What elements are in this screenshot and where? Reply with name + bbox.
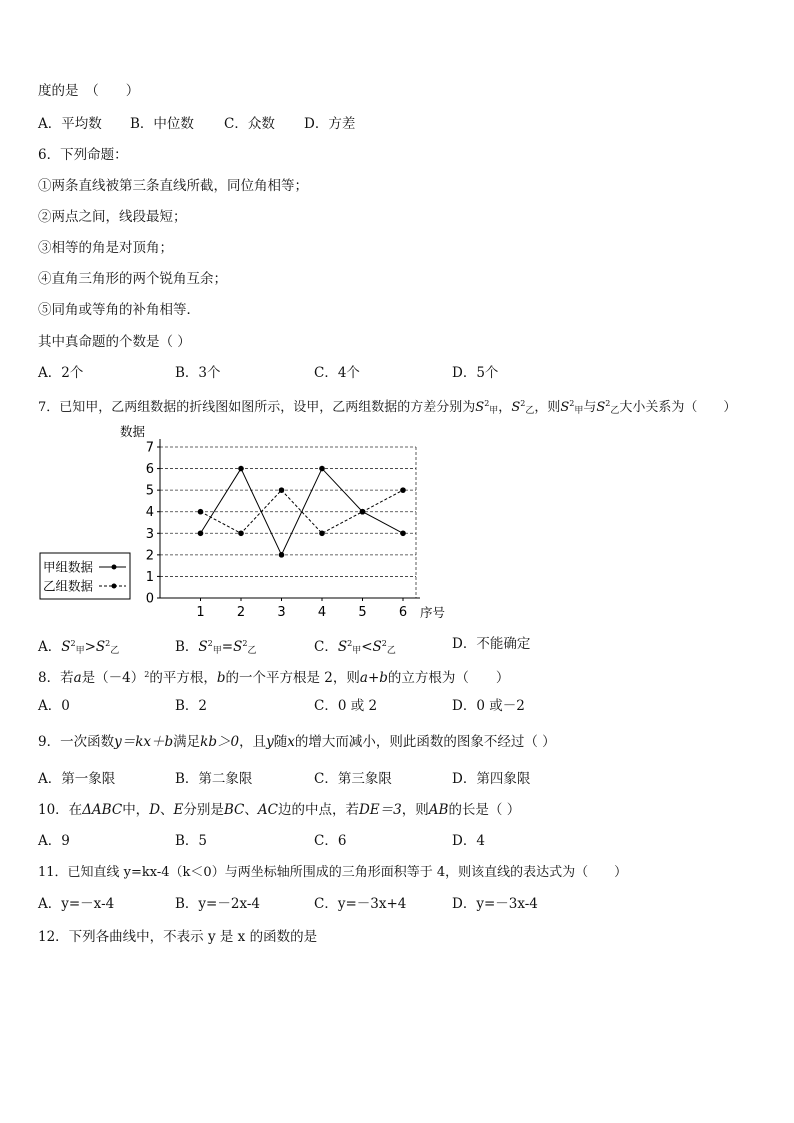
q6-question: 其中真命题的个数是（ ）: [38, 334, 191, 350]
q5-option-b: B．中位数: [130, 116, 194, 132]
q6-option-d: D．5个: [452, 365, 499, 381]
series-1-point: [198, 530, 204, 536]
q11-option-b: B．y=－2x-4: [175, 896, 260, 912]
q9-option-d: D．第四象限: [452, 771, 531, 787]
legend-label: 乙组数据: [43, 578, 94, 594]
q8-option-c: C．0 或 2: [314, 698, 378, 714]
q8-option-a: A．0: [38, 698, 70, 714]
y-tick-label: 4: [145, 505, 154, 521]
x-tick-label: 1: [196, 605, 205, 620]
q6-item-2: ②两点之间，线段最短；: [38, 209, 187, 225]
q9-option-c: C．第三象限: [314, 771, 392, 787]
y-tick-label: 1: [145, 569, 154, 585]
q6-option-c: C．4个: [314, 365, 360, 381]
q10-stem: 10．在ΔABC中，D、E分别是BC、AC边的中点，若DE＝3，则AB的长是（ ）: [38, 802, 521, 818]
x-tick-label: 5: [358, 605, 367, 620]
q9-option-a: A．第一象限: [38, 771, 116, 787]
q11-option-c: C．y=－3x+4: [314, 896, 407, 912]
y-tick-label: 6: [145, 462, 154, 478]
series-2-point: [198, 509, 204, 515]
q6-option-b: B．3个: [175, 365, 221, 381]
q6-item-4: ④直角三角形的两个锐角互余；: [38, 271, 227, 287]
series-2-point: [319, 530, 325, 536]
q7-stem: 7．已知甲，乙两组数据的折线图如图所示，设甲，乙两组数据的方差分别为$S^2_甲$，$S^2_乙$，则$S^2_甲$与$S^2_乙$大小关系为（ ）: [38, 399, 737, 416]
q6-item-3: ③相等的角是对顶角；: [38, 240, 173, 256]
line-chart: [30, 420, 470, 625]
q6-item-5: ⑤同角或等角的补角相等．: [38, 302, 200, 318]
q9-option-b: B．第二象限: [175, 771, 253, 787]
q10-option-a: A．9: [38, 833, 70, 849]
y-tick-label: 2: [145, 548, 154, 564]
x-tick-label: 3: [277, 605, 286, 620]
q6-item-1: ①两条直线被第三条直线所截，同位角相等；: [38, 178, 308, 194]
q9-stem: 9．一次函数y＝kx＋b满足kb＞0，且y随x的增大而减小，则此函数的图象不经过（ ）: [38, 734, 556, 750]
q11-stem: 11．已知直线 y=kx-4（k＜0）与两坐标轴所围成的三角形面积等于 4，则该直线的表达式为（ ）: [38, 865, 628, 880]
q7-option-a: A．$S^2_甲>S^2_乙$: [38, 639, 120, 656]
q8-option-b: B．2: [175, 698, 208, 714]
x-tick-label: 4: [317, 605, 327, 620]
q7-option-d: D．不能确定: [452, 636, 531, 652]
q5-stem-tail: 度的是 （ ）: [38, 83, 140, 99]
q7-option-c: C．$S^2_甲<S^2_乙$: [314, 639, 396, 656]
q5-option-a: A．平均数: [38, 116, 102, 132]
series-2-point: [279, 487, 285, 493]
y-tick-label: 3: [145, 526, 154, 542]
q10-option-d: D．4: [452, 833, 485, 849]
y-tick-label: 7: [145, 440, 154, 456]
series-1-point: [400, 530, 406, 536]
q7-option-b: B．$S^2_甲=S^2_乙$: [175, 639, 257, 656]
legend-marker: [112, 584, 117, 589]
series-2-point: [400, 487, 406, 493]
y-tick-label: 5: [145, 483, 154, 499]
q12-stem: 12．下列各曲线中，不表示 y 是 x 的函数的是: [38, 929, 318, 945]
series-1-point: [319, 466, 325, 472]
series-2-point: [360, 509, 366, 515]
legend-label: 甲组数据: [43, 559, 94, 575]
x-axis-title: 序号: [420, 605, 446, 620]
q11-option-a: A．y=－x-4: [38, 896, 115, 912]
q11-option-d: D．y=－3x-4: [452, 896, 538, 912]
q8-stem: 8．若a是$(-4)^2$的平方根，b的一个平方根是 2，则a+b的立方根为（ ）: [38, 670, 510, 686]
q5-option-c: C．众数: [224, 116, 275, 132]
y-axis-title: 数据: [120, 424, 146, 439]
series-1-point: [279, 552, 285, 558]
q6-option-a: A．2个: [38, 365, 84, 381]
q6-stem: 6．下列命题：: [38, 147, 128, 163]
q8-option-d: D．0 或－2: [452, 698, 525, 714]
x-tick-label: 6: [398, 605, 408, 620]
q5-option-d: D．方差: [304, 116, 356, 132]
q10-option-b: B．5: [175, 833, 208, 849]
y-tick-label: 0: [145, 591, 154, 607]
x-tick-label: 2: [236, 605, 246, 620]
series-1-point: [238, 466, 244, 472]
legend-marker: [112, 565, 117, 570]
series-2-point: [238, 530, 244, 536]
q10-option-c: C．6: [314, 833, 347, 849]
